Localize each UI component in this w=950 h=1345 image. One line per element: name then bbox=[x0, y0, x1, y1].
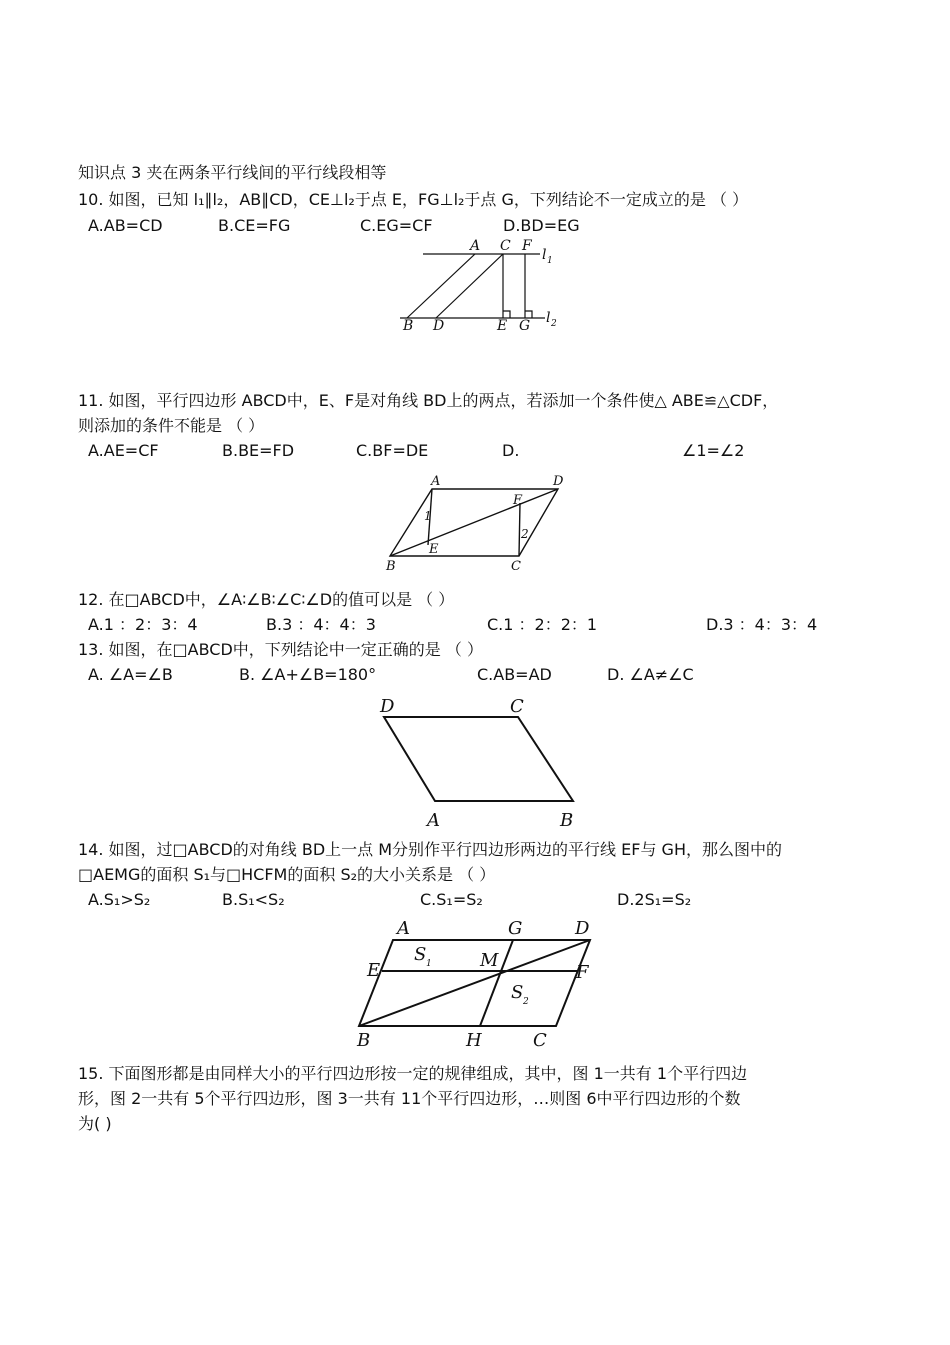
label-c: C bbox=[500, 238, 511, 254]
label-a: A bbox=[427, 810, 440, 831]
label-e: E bbox=[367, 960, 381, 981]
q11-option-d[interactable]: D. bbox=[502, 441, 520, 460]
label-d: D bbox=[380, 696, 395, 717]
q13-stem: 13. 如图，在□ABCD中，下列结论中一定正确的是 （ ） bbox=[78, 640, 483, 659]
label-s2: S bbox=[511, 982, 524, 1003]
label-e: E bbox=[429, 542, 439, 557]
label-h: H bbox=[466, 1030, 482, 1051]
label-a: A bbox=[470, 238, 481, 254]
label-m: M bbox=[480, 950, 499, 971]
label-c: C bbox=[533, 1030, 547, 1051]
q12-stem: 12. 在□ABCD中，∠A∶∠B∶∠C∶∠D的值可以是 （ ） bbox=[78, 590, 455, 609]
label-a: A bbox=[431, 474, 441, 489]
q11-option-b[interactable]: B.BE=FD bbox=[222, 441, 295, 460]
q13-option-c[interactable]: C.AB=AD bbox=[477, 665, 552, 684]
label-b: B bbox=[386, 559, 396, 574]
label-f: F bbox=[576, 962, 589, 983]
q15-line2: 形，图 2一共有 5个平行四边形，图 3一共有 11个平行四边形，…则图 6中平行四边形的个数 bbox=[78, 1089, 741, 1108]
diagonal-bd bbox=[359, 940, 590, 1026]
q14-stem-line2: □AEMG的面积 S₁与□HCFM的面积 S₂的大小关系是 （ ） bbox=[78, 865, 496, 884]
label-b: B bbox=[357, 1030, 371, 1051]
label-b: B bbox=[403, 318, 414, 334]
label-l1-sub: 1 bbox=[547, 256, 553, 266]
q12-option-b[interactable]: B.3 ：4：4：3 bbox=[266, 615, 376, 634]
q10-stem: 10. 如图，已知 l₁∥l₂，AB∥CD，CE⊥l₂于点 E，FG⊥l₂于点 G，下列结论不一定成立的是 （ ） bbox=[78, 190, 749, 209]
label-f: F bbox=[513, 493, 523, 508]
section-title: 知识点 3 夹在两条平行线间的平行线段相等 bbox=[78, 163, 387, 182]
q14-option-a[interactable]: A.S₁>S₂ bbox=[88, 890, 151, 909]
q12-option-a[interactable]: A.1 ：2：3：4 bbox=[88, 615, 198, 634]
label-g: G bbox=[508, 918, 523, 939]
q10-option-b[interactable]: B.CE=FG bbox=[218, 216, 291, 235]
label-b: B bbox=[560, 810, 574, 831]
label-d: D bbox=[433, 318, 445, 334]
q11-stem-line1: 11. 如图，平行四边形 ABCD中，E、F是对角线 BD上的两点，若添加一个条件使△ ABE≌△CDF， bbox=[78, 391, 779, 410]
q11-stem-line2: 则添加的条件不能是 （ ） bbox=[78, 416, 265, 435]
q10-option-c[interactable]: C.EG=CF bbox=[360, 216, 433, 235]
q11-option-d-text: ∠1=∠2 bbox=[682, 441, 745, 460]
label-s1-sub: 1 bbox=[426, 959, 432, 969]
q13-option-d[interactable]: D. ∠A≠∠C bbox=[607, 665, 694, 684]
label-a: A bbox=[397, 918, 410, 939]
q13-option-a[interactable]: A. ∠A=∠B bbox=[88, 665, 173, 684]
q10-option-a[interactable]: A.AB=CD bbox=[88, 216, 163, 235]
label-c: C bbox=[510, 696, 524, 717]
label-d: D bbox=[575, 918, 590, 939]
q14-option-c[interactable]: C.S₁=S₂ bbox=[420, 890, 483, 909]
label-c: C bbox=[511, 559, 521, 574]
label-l2: l bbox=[546, 310, 551, 326]
label-e: E bbox=[497, 318, 508, 334]
q11-option-c[interactable]: C.BF=DE bbox=[356, 441, 429, 460]
q14-option-b[interactable]: B.S₁<S₂ bbox=[222, 890, 285, 909]
label-l2-sub: 2 bbox=[551, 319, 557, 329]
q12-option-c[interactable]: C.1 ：2：2：1 bbox=[487, 615, 598, 634]
q15-line3: 为( ) bbox=[78, 1114, 112, 1133]
q14-stem-line1: 14. 如图，过□ABCD的对角线 BD上一点 M分别作平行四边形两边的平行线 EF与 GH，那么图中的 bbox=[78, 840, 782, 859]
q13-option-b[interactable]: B. ∠A+∠B=180° bbox=[239, 665, 377, 684]
label-angle-1: 1 bbox=[424, 509, 432, 523]
label-f: F bbox=[522, 238, 532, 254]
q11-option-a[interactable]: A.AE=CF bbox=[88, 441, 159, 460]
label-s2-sub: 2 bbox=[523, 997, 529, 1007]
label-l1: l bbox=[542, 247, 547, 263]
q14-option-d[interactable]: D.2S₁=S₂ bbox=[617, 890, 692, 909]
q15-line1: 15. 下面图形都是由同样大小的平行四边形按一定的规律组成，其中，图 1一共有 1个平行四边 bbox=[78, 1064, 748, 1083]
label-g: G bbox=[519, 318, 531, 334]
label-d: D bbox=[553, 474, 564, 489]
q12-option-d[interactable]: D.3 ：4：3：4 bbox=[706, 615, 818, 634]
label-s1: S bbox=[414, 944, 427, 965]
label-angle-2: 2 bbox=[521, 527, 529, 541]
q10-option-d[interactable]: D.BD=EG bbox=[503, 216, 580, 235]
